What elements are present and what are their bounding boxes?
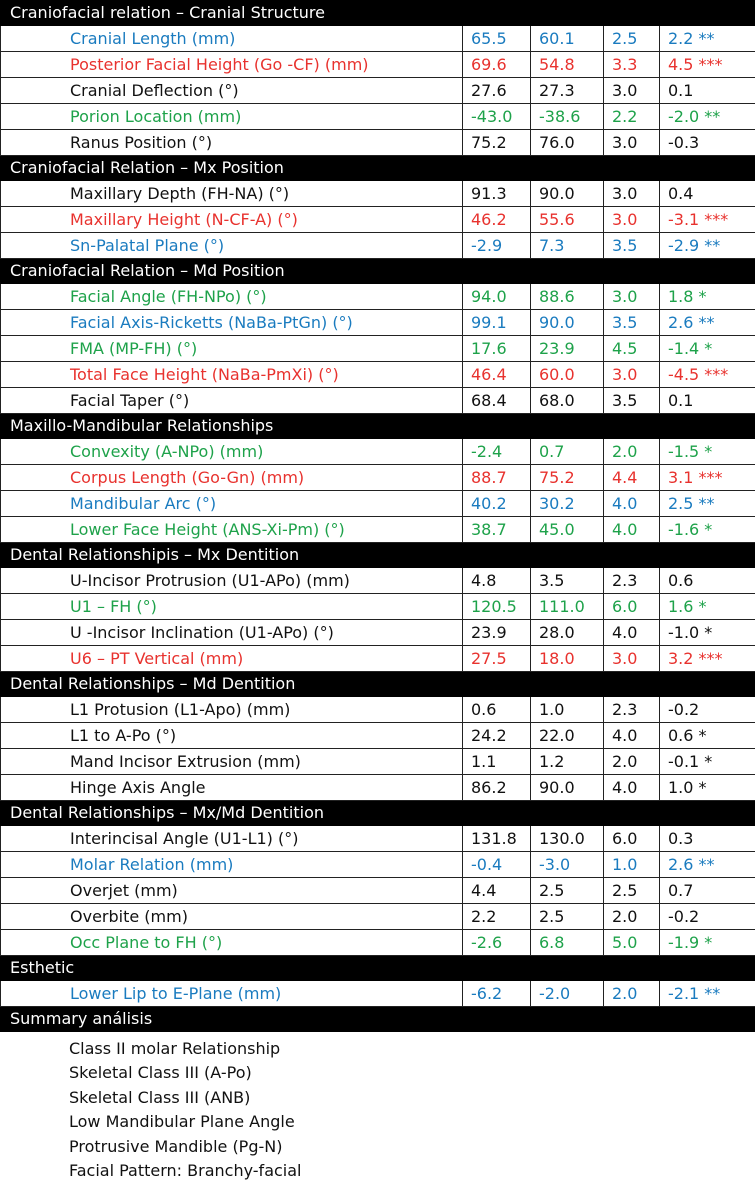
patient-value: 38.7 (463, 517, 531, 543)
patient-value: -0.4 (463, 852, 531, 878)
measurement-name: Cranial Deflection (°) (1, 78, 463, 104)
clinical-deviation: -3.1 *** (660, 207, 755, 233)
measurement-name: U1 – FH (°) (1, 594, 463, 620)
clinical-deviation: -0.3 (660, 130, 755, 156)
table-row (1, 775, 755, 801)
norm-value: 18.0 (531, 646, 604, 672)
measurement-name: Mandibular Arc (°) (1, 491, 463, 517)
norm-value: 54.8 (531, 52, 604, 78)
section-header (1, 156, 755, 181)
clinical-deviation: -2.1 ** (660, 981, 755, 1007)
table-row (1, 388, 755, 414)
norm-value: 55.6 (531, 207, 604, 233)
measurement-name: Occ Plane to FH (°) (1, 930, 463, 956)
deviation-value: 4.4 (604, 465, 660, 491)
section-header (1, 1, 755, 26)
patient-value: 99.1 (463, 310, 531, 336)
table-row (1, 930, 755, 956)
measurement-name: Overjet (mm) (1, 878, 463, 904)
deviation-value: 2.0 (604, 439, 660, 465)
clinical-deviation: -2.0 ** (660, 104, 755, 130)
measurement-name: Total Face Height (NaBa-PmXi) (°) (1, 362, 463, 388)
patient-value: 0.6 (463, 697, 531, 723)
patient-value: 88.7 (463, 465, 531, 491)
deviation-value: 4.5 (604, 336, 660, 362)
table-row (1, 207, 755, 233)
deviation-value: 3.0 (604, 207, 660, 233)
section-title: Dental Relationshipis – Mx Dentition (1, 543, 755, 568)
table-row (1, 465, 755, 491)
measurement-name: Mand Incisor Extrusion (mm) (1, 749, 463, 775)
patient-value: 75.2 (463, 130, 531, 156)
norm-value: 88.6 (531, 284, 604, 310)
clinical-deviation: 2.2 ** (660, 26, 755, 52)
table-row (1, 749, 755, 775)
patient-value: 27.5 (463, 646, 531, 672)
section-header (1, 1007, 755, 1032)
clinical-deviation: -4.5 *** (660, 362, 755, 388)
norm-value: 3.5 (531, 568, 604, 594)
clinical-deviation: 0.1 (660, 388, 755, 414)
measurement-name: U6 – PT Vertical (mm) (1, 646, 463, 672)
deviation-value: 2.2 (604, 104, 660, 130)
patient-value: 40.2 (463, 491, 531, 517)
deviation-value: 3.0 (604, 284, 660, 310)
patient-value: 27.6 (463, 78, 531, 104)
measurement-name: Posterior Facial Height (Go -CF) (mm) (1, 52, 463, 78)
clinical-deviation: -1.6 * (660, 517, 755, 543)
deviation-value: 4.0 (604, 491, 660, 517)
norm-value: 1.0 (531, 697, 604, 723)
table-row (1, 233, 755, 259)
summary-list (0, 1032, 755, 1183)
norm-value: 2.5 (531, 878, 604, 904)
norm-value: 90.0 (531, 181, 604, 207)
deviation-value: 3.0 (604, 78, 660, 104)
patient-value: -2.9 (463, 233, 531, 259)
norm-value: 22.0 (531, 723, 604, 749)
measurement-name: Interincisal Angle (U1-L1) (°) (1, 826, 463, 852)
measurement-name: FMA (MP-FH) (°) (1, 336, 463, 362)
patient-value: 131.8 (463, 826, 531, 852)
patient-value: 23.9 (463, 620, 531, 646)
clinical-deviation: -1.5 * (660, 439, 755, 465)
deviation-value: 2.3 (604, 697, 660, 723)
norm-value: 68.0 (531, 388, 604, 414)
patient-value: 46.2 (463, 207, 531, 233)
patient-value: 1.1 (463, 749, 531, 775)
patient-value: -2.4 (463, 439, 531, 465)
deviation-value: 3.0 (604, 646, 660, 672)
clinical-deviation: 0.3 (660, 826, 755, 852)
deviation-value: 3.0 (604, 130, 660, 156)
deviation-value: 4.0 (604, 620, 660, 646)
deviation-value: 2.0 (604, 749, 660, 775)
clinical-deviation: 0.1 (660, 78, 755, 104)
section-header (1, 672, 755, 697)
deviation-value: 6.0 (604, 594, 660, 620)
table-row (1, 904, 755, 930)
clinical-deviation: -1.4 * (660, 336, 755, 362)
measurement-name: Facial Angle (FH-NPo) (°) (1, 284, 463, 310)
measurement-name: Lower Lip to E-Plane (mm) (1, 981, 463, 1007)
deviation-value: 3.5 (604, 388, 660, 414)
deviation-value: 2.0 (604, 981, 660, 1007)
clinical-deviation: 0.7 (660, 878, 755, 904)
patient-value: 94.0 (463, 284, 531, 310)
clinical-deviation: -0.2 (660, 697, 755, 723)
deviation-value: 4.0 (604, 723, 660, 749)
clinical-deviation: 1.0 * (660, 775, 755, 801)
norm-value: 60.1 (531, 26, 604, 52)
deviation-value: 1.0 (604, 852, 660, 878)
deviation-value: 2.5 (604, 878, 660, 904)
patient-value: 4.4 (463, 878, 531, 904)
deviation-value: 4.0 (604, 775, 660, 801)
table-row (1, 878, 755, 904)
table-row (1, 104, 755, 130)
summary-line: Skeletal Class III (ANB) (69, 1086, 755, 1110)
clinical-deviation: -1.0 * (660, 620, 755, 646)
deviation-value: 2.0 (604, 904, 660, 930)
summary-line: Low Mandibular Plane Angle (69, 1110, 755, 1134)
clinical-deviation: 0.6 * (660, 723, 755, 749)
measurement-name: U-Incisor Protrusion (U1-APo) (mm) (1, 568, 463, 594)
section-header (1, 414, 755, 439)
table-row (1, 981, 755, 1007)
summary-line: Facial Pattern: Branchy-facial (69, 1159, 755, 1183)
measurement-name: Maxillary Depth (FH-NA) (°) (1, 181, 463, 207)
norm-value: 2.5 (531, 904, 604, 930)
clinical-deviation: -1.9 * (660, 930, 755, 956)
deviation-value: 2.5 (604, 26, 660, 52)
measurement-name: U -Incisor Inclination (U1-APo) (°) (1, 620, 463, 646)
summary-title: Summary análisis (1, 1007, 755, 1032)
measurement-name: Molar Relation (mm) (1, 852, 463, 878)
deviation-value: 5.0 (604, 930, 660, 956)
table-row (1, 78, 755, 104)
clinical-deviation: -0.2 (660, 904, 755, 930)
measurement-name: Sn-Palatal Plane (°) (1, 233, 463, 259)
patient-value: 24.2 (463, 723, 531, 749)
section-header (1, 801, 755, 826)
norm-value: 7.3 (531, 233, 604, 259)
patient-value: 86.2 (463, 775, 531, 801)
measurement-name: L1 to A-Po (°) (1, 723, 463, 749)
norm-value: -2.0 (531, 981, 604, 1007)
deviation-value: 3.5 (604, 310, 660, 336)
section-header (1, 543, 755, 568)
clinical-deviation: 3.1 *** (660, 465, 755, 491)
section-title: Craniofacial Relation – Md Position (1, 259, 755, 284)
section-title: Dental Relationships – Mx/Md Dentition (1, 801, 755, 826)
measurement-name: L1 Protusion (L1-Apo) (mm) (1, 697, 463, 723)
deviation-value: 3.3 (604, 52, 660, 78)
measurement-name: Hinge Axis Angle (1, 775, 463, 801)
clinical-deviation: 1.6 * (660, 594, 755, 620)
norm-value: 30.2 (531, 491, 604, 517)
table-row (1, 52, 755, 78)
deviation-value: 3.0 (604, 362, 660, 388)
measurement-name: Porion Location (mm) (1, 104, 463, 130)
summary-line: Skeletal Class III (A-Po) (69, 1061, 755, 1085)
norm-value: 75.2 (531, 465, 604, 491)
table-row (1, 26, 755, 52)
summary-line: Class II molar Relationship (69, 1037, 755, 1061)
norm-value: 76.0 (531, 130, 604, 156)
table-row (1, 491, 755, 517)
patient-value: 65.5 (463, 26, 531, 52)
table-row (1, 620, 755, 646)
patient-value: -43.0 (463, 104, 531, 130)
table-row (1, 310, 755, 336)
norm-value: 23.9 (531, 336, 604, 362)
table-row (1, 284, 755, 310)
table-row (1, 723, 755, 749)
patient-value: 4.8 (463, 568, 531, 594)
section-title: Maxillo-Mandibular Relationships (1, 414, 755, 439)
section-title: Esthetic (1, 956, 755, 981)
norm-value: 28.0 (531, 620, 604, 646)
clinical-deviation: 2.6 ** (660, 852, 755, 878)
table-row (1, 130, 755, 156)
table-row (1, 336, 755, 362)
norm-value: 90.0 (531, 775, 604, 801)
table-row (1, 852, 755, 878)
norm-value: 6.8 (531, 930, 604, 956)
measurement-name: Lower Face Height (ANS-Xi-Pm) (°) (1, 517, 463, 543)
measurement-name: Overbite (mm) (1, 904, 463, 930)
deviation-value: 6.0 (604, 826, 660, 852)
norm-value: 111.0 (531, 594, 604, 620)
measurement-name: Convexity (A-NPo) (mm) (1, 439, 463, 465)
clinical-deviation: 4.5 *** (660, 52, 755, 78)
table-row (1, 826, 755, 852)
norm-value: 90.0 (531, 310, 604, 336)
clinical-deviation: 2.5 ** (660, 491, 755, 517)
deviation-value: 3.0 (604, 181, 660, 207)
clinical-deviation: 3.2 *** (660, 646, 755, 672)
section-header (1, 259, 755, 284)
clinical-deviation: 2.6 ** (660, 310, 755, 336)
table-row (1, 181, 755, 207)
section-title: Craniofacial Relation – Mx Position (1, 156, 755, 181)
section-header (1, 956, 755, 981)
patient-value: -2.6 (463, 930, 531, 956)
measurement-name: Facial Taper (°) (1, 388, 463, 414)
patient-value: 46.4 (463, 362, 531, 388)
norm-value: -38.6 (531, 104, 604, 130)
clinical-deviation: -2.9 ** (660, 233, 755, 259)
deviation-value: 4.0 (604, 517, 660, 543)
deviation-value: 2.3 (604, 568, 660, 594)
section-title: Dental Relationships – Md Dentition (1, 672, 755, 697)
norm-value: -3.0 (531, 852, 604, 878)
table-body (1, 1, 755, 1032)
table-row (1, 594, 755, 620)
patient-value: -6.2 (463, 981, 531, 1007)
table-row (1, 568, 755, 594)
clinical-deviation: 0.6 (660, 568, 755, 594)
clinical-deviation: 0.4 (660, 181, 755, 207)
measurement-name: Facial Axis-Ricketts (NaBa-PtGn) (°) (1, 310, 463, 336)
norm-value: 1.2 (531, 749, 604, 775)
clinical-deviation: -0.1 * (660, 749, 755, 775)
patient-value: 17.6 (463, 336, 531, 362)
table-row (1, 362, 755, 388)
deviation-value: 3.5 (604, 233, 660, 259)
measurement-name: Cranial Length (mm) (1, 26, 463, 52)
norm-value: 60.0 (531, 362, 604, 388)
measurement-name: Corpus Length (Go-Gn) (mm) (1, 465, 463, 491)
measurement-name: Maxillary Height (N-CF-A) (°) (1, 207, 463, 233)
table-row (1, 439, 755, 465)
clinical-deviation: 1.8 * (660, 284, 755, 310)
patient-value: 2.2 (463, 904, 531, 930)
norm-value: 45.0 (531, 517, 604, 543)
table-row (1, 517, 755, 543)
patient-value: 69.6 (463, 52, 531, 78)
measurement-name: Ranus Position (°) (1, 130, 463, 156)
section-title: Craniofacial relation – Cranial Structure (1, 1, 755, 26)
patient-value: 120.5 (463, 594, 531, 620)
summary-line: Protrusive Mandible (Pg-N) (69, 1135, 755, 1159)
table-row (1, 697, 755, 723)
norm-value: 130.0 (531, 826, 604, 852)
patient-value: 68.4 (463, 388, 531, 414)
norm-value: 0.7 (531, 439, 604, 465)
table-row (1, 646, 755, 672)
patient-value: 91.3 (463, 181, 531, 207)
norm-value: 27.3 (531, 78, 604, 104)
